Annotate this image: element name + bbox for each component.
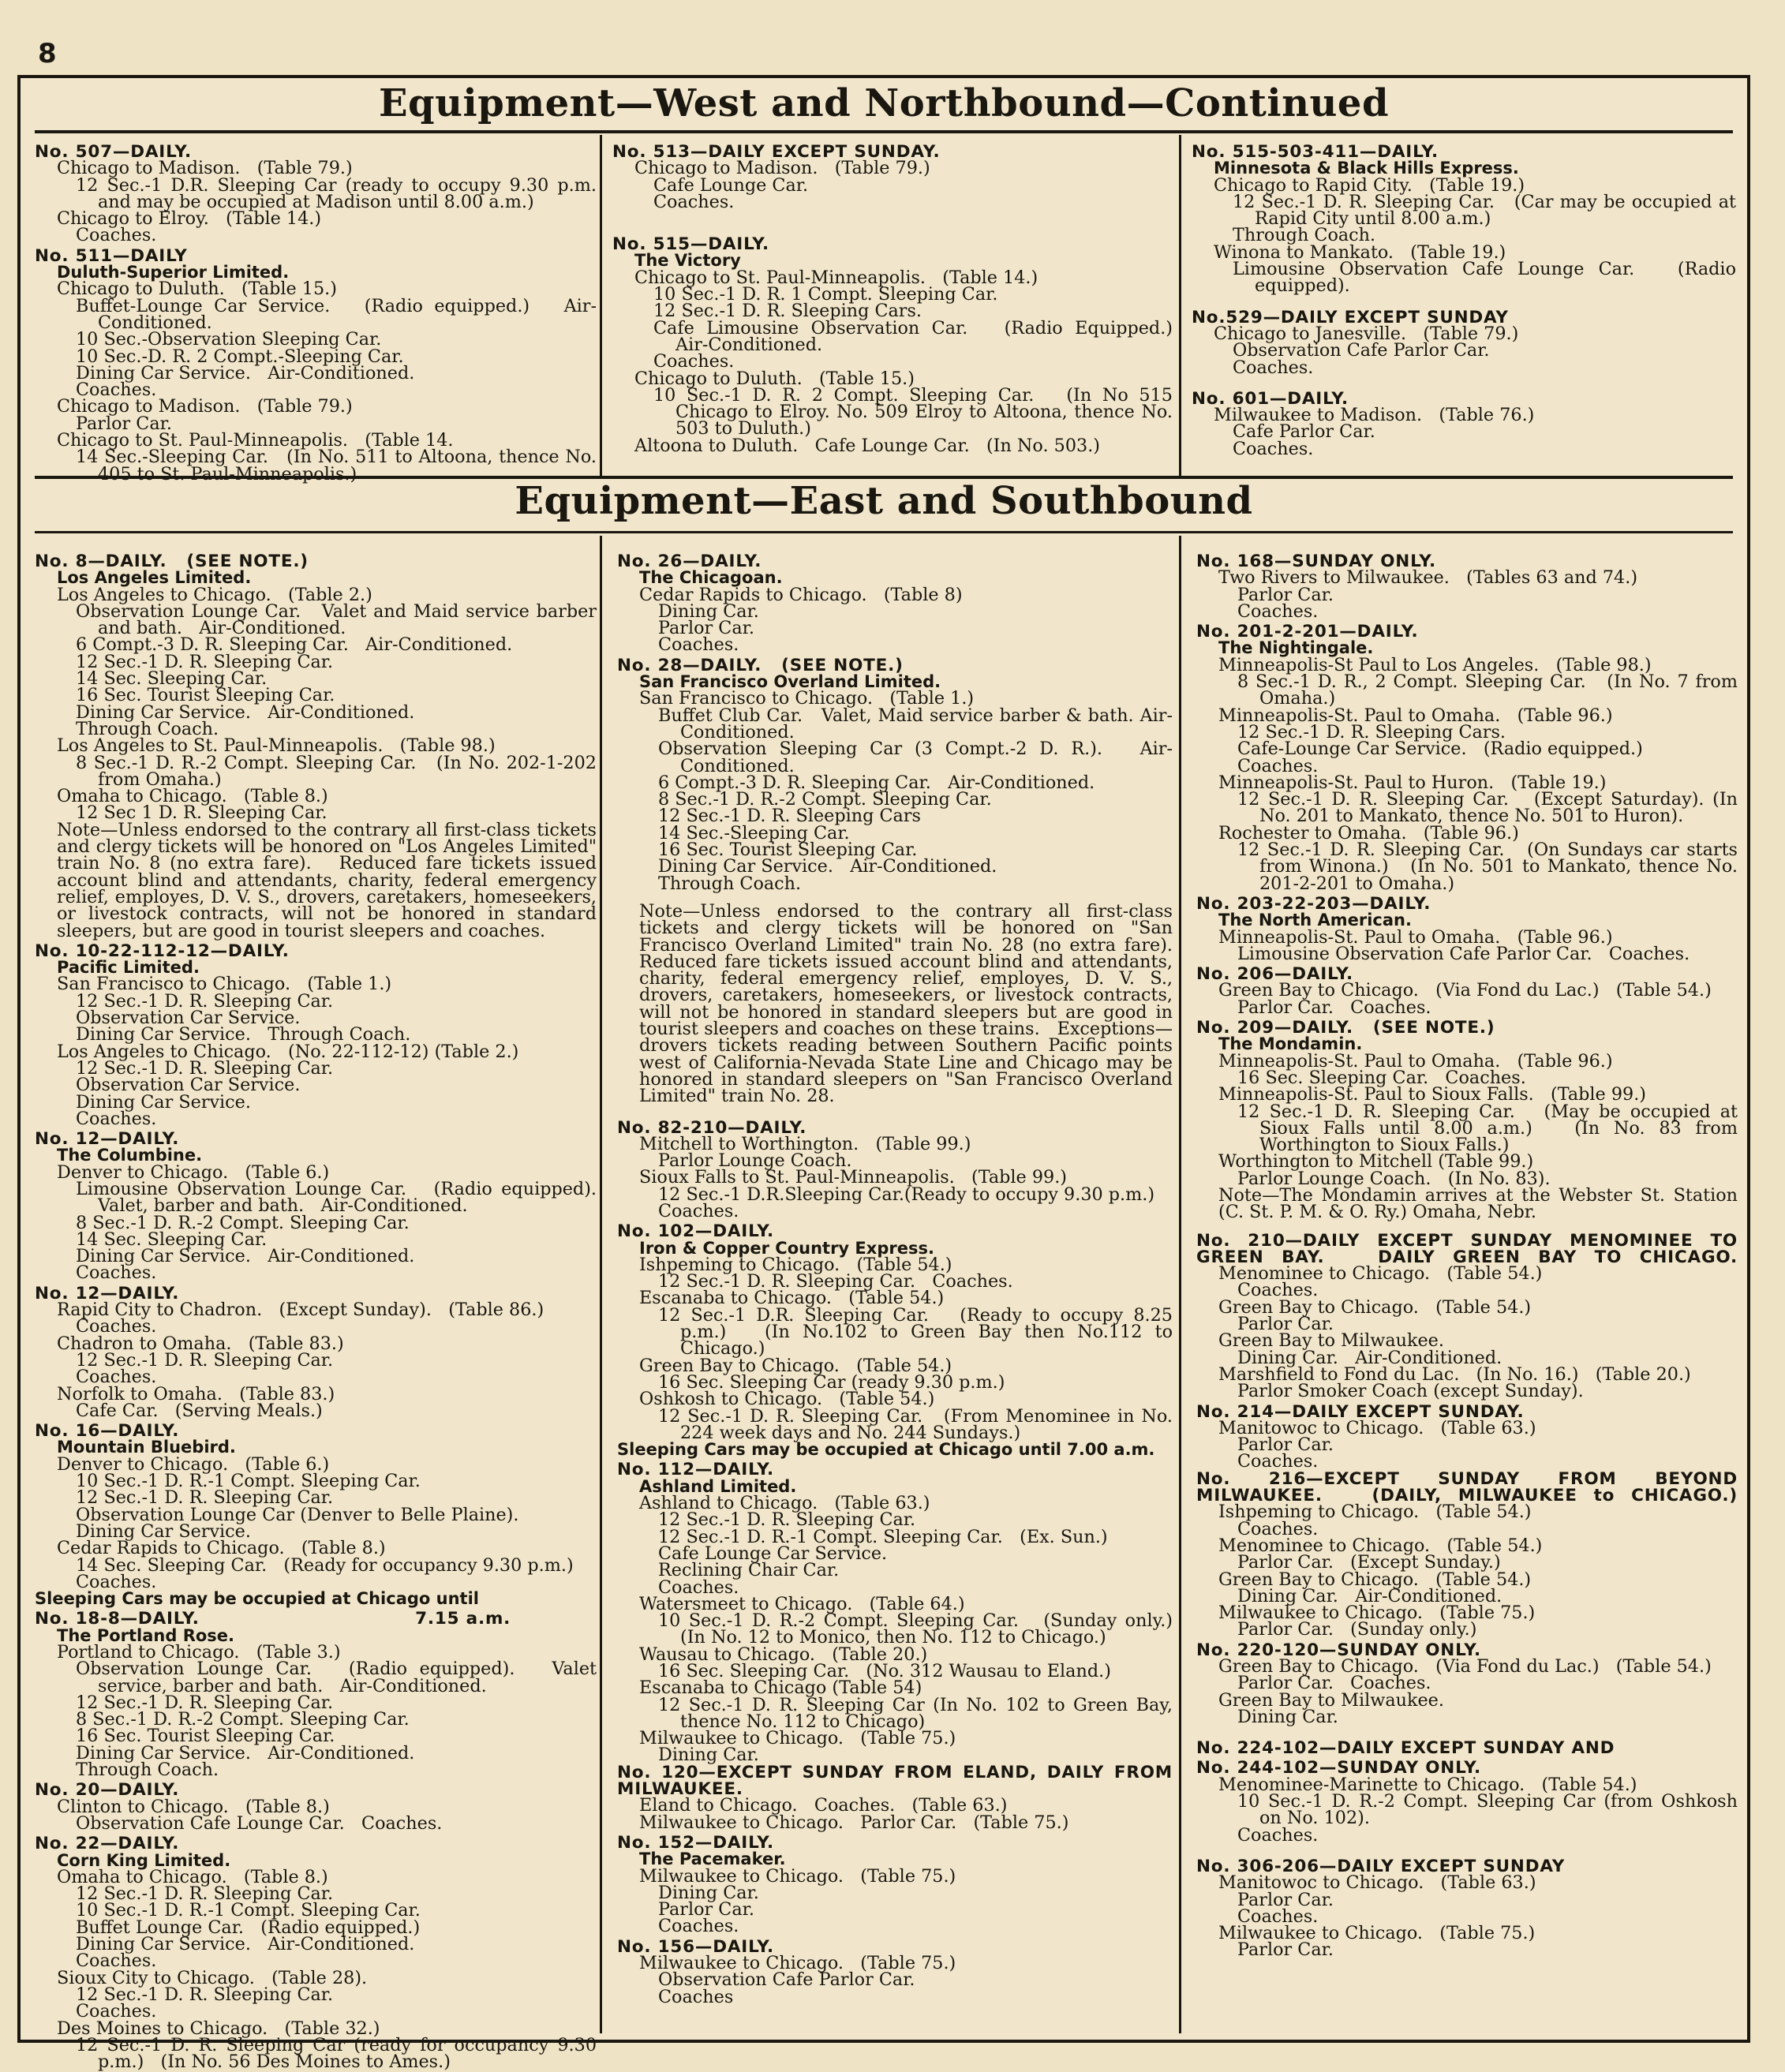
- spacer: [1196, 1844, 1738, 1855]
- equipment-line: 8 Sec.-1 D. R., 2 Compt. Sleeping Car. (In No. 7 from Omaha.): [1237, 671, 1744, 709]
- equipment-line: Coaches.: [1237, 1906, 1319, 1927]
- train-name: The Victory: [634, 251, 741, 271]
- equipment-line: Dining Car Service.: [76, 1520, 251, 1542]
- equipment-line: Limousine Observation Cafe Parlor Car. Coaches.: [1237, 943, 1690, 964]
- spacer: [612, 222, 1173, 233]
- equipment-line: 14 Sec.-Sleeping Car. (In No. 511 to Altoona, thence No. 405 to St. Paul-Minneapolis.): [76, 447, 603, 484]
- route-line: Sioux Falls to St. Paul-Minneapolis. (Table 99.): [639, 1167, 1067, 1188]
- train-number-heading: No. 203-22-203—DAILY.: [1196, 893, 1431, 914]
- equipment-line: Cafe Limousine Observation Car. (Radio Equipped.) Air-Conditioned.: [653, 317, 1190, 355]
- route-line: Chicago to Rapid City. (Table 19.): [1214, 174, 1525, 196]
- equipment-line: Buffet-Lounge Car Service. (Radio equipped.) Air-Conditioned.: [76, 295, 597, 333]
- equipment-line: 12 Sec 1 D. R. Sleeping Car.: [76, 802, 327, 824]
- route-line: Ashland to Chicago. (Table 63.): [639, 1493, 930, 1514]
- route-line: Portland to Chicago. (Table 3.): [57, 1642, 341, 1662]
- east-column-1: [35, 550, 603, 2072]
- equipment-line: Buffet Club Car. Valet, Maid service barber & bath. Air-Conditioned.: [658, 705, 1173, 742]
- train-number-heading: No. 82-210—DAILY.: [617, 1117, 807, 1138]
- equipment-line: Parlor Car.: [658, 618, 754, 639]
- route-line: Escanaba to Chicago. (Table 54.): [639, 1288, 945, 1309]
- route-line: Menominee-Marinette to Chicago. (Table 54.): [1218, 1774, 1637, 1795]
- train-number-heading: No. 26—DAILY.: [617, 552, 762, 571]
- equipment-line: Dining Car.: [658, 1745, 759, 1766]
- train-number-heading: No. 244-102—SUNDAY ONLY.: [1196, 1758, 1482, 1778]
- equipment-line: 12 Sec.-1 D. R. Sleeping Cars: [658, 806, 921, 827]
- route-line: Two Rivers to Milwaukee. (Tables 63 and 74.): [1218, 567, 1638, 589]
- west-column-1: [35, 140, 603, 484]
- route-line: Milwaukee to Chicago. (Table 75.): [1218, 1923, 1536, 1944]
- spacer: [612, 211, 1173, 222]
- route-line: Chicago to Elroy. (Table 14.): [57, 208, 322, 230]
- train-name: Corn King Limited.: [57, 1850, 231, 1870]
- equipment-line: 8 Sec.-1 D. R.-2 Compt. Sleeping Car.: [658, 789, 992, 810]
- equipment-line: Coaches.: [76, 1316, 157, 1337]
- equipment-line: Parlor Car. (Sunday only.): [1237, 1619, 1477, 1640]
- equipment-line: Parlor Car.: [1237, 1434, 1334, 1456]
- spacer: [1192, 376, 1736, 387]
- bold-notice: Sleeping Cars may be occupied at Chicago until: [35, 1589, 479, 1609]
- equipment-line: 12 Sec.-1 D. R. Sleeping Car. (From Menominee in No. 224 week days and No. 244 Sundays.): [658, 1405, 1179, 1443]
- train-number-heading: No. 513—DAILY EXCEPT SUNDAY.: [612, 142, 941, 162]
- equipment-line: Through Coach.: [1233, 225, 1376, 246]
- route-line: Mitchell to Worthington. (Table 99.): [639, 1133, 971, 1154]
- equipment-line: Dining Car Service. Air-Conditioned.: [76, 362, 415, 383]
- equipment-line: Dining Car Service. Air-Conditioned.: [658, 856, 997, 877]
- train-number-heading: No. 156—DAILY.: [617, 1936, 775, 1957]
- route-line: Marshfield to Fond du Lac. (In No. 16.) (Table 20.): [1218, 1363, 1691, 1385]
- route-line: Chicago to St. Paul-Minneapolis. (Table 14.: [57, 430, 454, 451]
- equipment-line: Parlor Lounge Coach.: [658, 1150, 852, 1172]
- route-line: Chadron to Omaha. (Table 83.): [57, 1333, 344, 1354]
- equipment-line: 14 Sec. Sleeping Car.: [76, 1229, 268, 1250]
- equipment-line: 16 Sec. Tourist Sleeping Car.: [658, 840, 918, 861]
- equipment-line: Parlor Car. (Except Sunday.): [1237, 1552, 1501, 1573]
- equipment-line: Parlor Car. Coaches.: [1237, 1673, 1431, 1694]
- equipment-line: 10 Sec.-1 D. R.-2 Compt. Sleeping Car (from Oshkosh on No. 102).: [1237, 1791, 1744, 1829]
- route-line: Green Bay to Chicago. (Via Fond du Lac.) (Table 54.): [1218, 1656, 1712, 1677]
- train-name: San Francisco Overland Limited.: [639, 672, 941, 692]
- equipment-line: Coaches.: [1237, 1451, 1319, 1472]
- equipment-line: Coaches.: [1237, 600, 1319, 622]
- train-number-heading: No. 210—DAILY EXCEPT SUNDAY MENOMINEE TO GREEN BAY. DAILY GREEN BAY TO CHICAGO.: [1196, 1230, 1745, 1267]
- equipment-line: Coaches.: [1237, 1824, 1319, 1846]
- train-name: The Chicagoan.: [639, 568, 783, 588]
- train-name: The Mondamin.: [1218, 1034, 1363, 1054]
- train-number-heading: No. 515—DAILY.: [612, 234, 770, 255]
- equipment-line: 14 Sec.-Sleeping Car.: [658, 822, 850, 843]
- route-line: Milwaukee to Chicago. Parlor Car. (Table 75.): [639, 1812, 1069, 1833]
- equipment-line: 8 Sec.-1 D. R.-2 Compt. Sleeping Car. (In No. 202-1-202 from Omaha.): [76, 752, 603, 790]
- train-number-heading: No. 209—DAILY. (SEE NOTE.): [1196, 1018, 1495, 1038]
- equipment-line: 10 Sec.-1 D. R. 2 Compt. Sleeping Car. (In No 515 Chicago to Elroy. No. 509 Elroy to Altoona, thence No. 503 to Duluth.): [653, 384, 1179, 439]
- route-line: San Francisco to Chicago. (Table 1.): [57, 974, 392, 995]
- route-line: Sioux City to Chicago. (Table 28).: [57, 1967, 368, 1988]
- route-line: Eland to Chicago. Coaches. (Table 63.): [639, 1795, 1008, 1816]
- equipment-line: 10 Sec.-1 D. R.-2 Compt. Sleeping Car. (Sunday only.) (In No. 12 to Monico, then No. 112 to Chicago.): [658, 1610, 1179, 1648]
- equipment-line: 6 Compt.-3 D. R. Sleeping Car. Air-Conditioned.: [76, 634, 513, 656]
- equipment-line: 12 Sec.-1 D. R. Sleeping Car.: [658, 1509, 916, 1531]
- equipment-line: Parlor Car. Coaches.: [1237, 997, 1431, 1018]
- route-line: Chicago to Madison. (Table 79.): [57, 396, 353, 417]
- route-line: Omaha to Chicago. (Table 8.): [57, 786, 328, 807]
- equipment-line: 12 Sec.-1 D. R. Sleeping Car.: [76, 1057, 334, 1079]
- equipment-line: 12 Sec.-1 D. R.-1 Compt. Sleeping Car. (Ex. Sun.): [658, 1526, 1108, 1547]
- route-line: Green Bay to Chicago. (Table 54.): [1218, 1569, 1532, 1590]
- train-number-heading: No. 28—DAILY. (SEE NOTE.): [617, 655, 904, 675]
- route-line: Minneapolis-St Paul to Los Angeles. (Table 98.): [1218, 654, 1652, 675]
- equipment-line: 16 Sec. Tourist Sleeping Car.: [76, 685, 335, 706]
- equipment-line: 12 Sec.-1 D. R. Sleeping Car.: [76, 1984, 334, 2005]
- rule-west-top: [35, 130, 1733, 133]
- train-name: Los Angeles Limited.: [57, 568, 252, 588]
- train-name: Minnesota & Black Hills Express.: [1214, 159, 1519, 178]
- note-paragraph: Note—Unless endorsed to the contrary all first-class tickets and clergy tickets will be honored on "Los Angeles Limited" train No. 8 (no extra fare). Reduced fare tickets issued account blind and attendants, charity, federal emergency relief, employes, D. V. S., drovers, caretakers, homeseekers, or livestock contracts, will not be honored in standard sleepers, but are good in tourist sleepers and coaches.: [57, 819, 603, 941]
- train-number-heading: No. 224-102—DAILY EXCEPT SUNDAY AND: [1196, 1738, 1615, 1759]
- equipment-line: Coaches.: [1237, 755, 1319, 776]
- train-number-heading: No. 20—DAILY.: [35, 1780, 180, 1801]
- note-paragraph: Note—The Mondamin arrives at the Webster St. Station (C. St. P. M. & O. Ry.) Omaha, Nebr.: [1218, 1184, 1744, 1223]
- train-name: Pacific Limited.: [57, 958, 200, 978]
- equipment-line: 16 Sec. Tourist Sleeping Car.: [76, 1726, 335, 1747]
- equipment-line: 8 Sec.-1 D. R.-2 Compt. Sleeping Car.: [76, 1212, 410, 1233]
- spacer: [617, 1105, 1173, 1116]
- route-line: Worthington to Mitchell (Table 99.): [1218, 1151, 1534, 1173]
- route-line: Chicago to St. Paul-Minneapolis. (Table 14.): [634, 267, 1038, 288]
- equipment-line: Coaches.: [76, 1367, 157, 1388]
- equipment-line: Dining Car Service. Air-Conditioned.: [76, 1246, 415, 1267]
- train-name: The Columbine.: [57, 1146, 203, 1165]
- train-name: Iron & Copper Country Express.: [639, 1238, 934, 1258]
- equipment-line: Cafe Car. (Serving Meals.): [76, 1400, 323, 1421]
- train-number-heading: No. 152—DAILY.: [617, 1832, 775, 1853]
- west-column-2: [612, 140, 1190, 476]
- train-number-heading: No. 306-206—DAILY EXCEPT SUNDAY: [1196, 1856, 1566, 1876]
- train-number-heading: No. 601—DAILY.: [1192, 388, 1349, 409]
- route-line: Des Moines to Chicago. (Table 32.): [57, 2018, 380, 2039]
- equipment-line: Parlor Car.: [1237, 1939, 1334, 1961]
- equipment-line: Through Coach.: [76, 1760, 219, 1781]
- column-divider: [1179, 135, 1181, 476]
- equipment-line: Observation Sleeping Car (3 Compt.-2 D. R.). Air-Conditioned.: [658, 739, 1173, 776]
- train-number-heading: No. 168—SUNDAY ONLY.: [1196, 552, 1437, 571]
- west-column-3: [1192, 140, 1742, 476]
- route-line: Menominee to Chicago. (Table 54.): [1218, 1535, 1543, 1556]
- train-number-heading: No. 507—DAILY.: [35, 142, 193, 162]
- equipment-line: 6 Compt.-3 D. R. Sleeping Car. Air-Conditioned.: [658, 772, 1095, 793]
- equipment-line: Parlor Car.: [1237, 1889, 1334, 1910]
- route-line: Watersmeet to Chicago. (Table 64.): [639, 1593, 965, 1614]
- equipment-line: 12 Sec.-1 D. R. Sleeping Car.: [76, 990, 334, 1012]
- train-name: The Pacemaker.: [639, 1849, 786, 1869]
- equipment-line: Coaches.: [1237, 1518, 1319, 1539]
- route-line: Cedar Rapids to Chicago. (Table 8): [639, 584, 963, 605]
- route-line: Los Angeles to Chicago. (No. 22-112-12) (Table 2.): [57, 1041, 519, 1062]
- train-number-heading: No. 120—EXCEPT SUNDAY FROM ELAND, DAILY FROM MILWAUKEE.: [617, 1762, 1180, 1800]
- train-number-heading: No.529—DAILY EXCEPT SUNDAY: [1192, 307, 1509, 327]
- equipment-line: Coaches.: [653, 191, 735, 212]
- spacer: [1192, 295, 1736, 306]
- equipment-line: Coaches.: [76, 1950, 157, 1972]
- equipment-line: Cafe Lounge Car Service.: [658, 1543, 888, 1564]
- train-number-heading: No. 102—DAILY.: [617, 1221, 775, 1242]
- equipment-line: 14 Sec. Sleeping Car. (Ready for occupancy 9.30 p.m.): [76, 1554, 574, 1576]
- equipment-line: Coaches.: [1237, 1280, 1319, 1301]
- equipment-line: Parlor Smoker Coach (except Sunday).: [1237, 1381, 1584, 1402]
- route-line: Clinton to Chicago. (Table 8.): [57, 1796, 330, 1817]
- route-line: Chicago to Duluth. (Table 15.): [57, 279, 337, 300]
- route-line: Chicago to Madison. (Table 79.): [57, 158, 353, 179]
- equipment-line: Coaches.: [658, 634, 739, 656]
- equipment-line: 12 Sec.-1 D. R. Sleeping Car.: [76, 1349, 334, 1371]
- column-divider: [1179, 536, 1181, 2033]
- train-number-heading: No. 112—DAILY.: [617, 1460, 775, 1480]
- equipment-line: Dining Car Service. Air-Conditioned.: [76, 1742, 415, 1763]
- train-number-heading: No. 18-8—DAILY. 7.15 a.m.: [35, 1609, 511, 1629]
- route-line: Manitowoc to Chicago. (Table 63.): [1218, 1417, 1536, 1438]
- equipment-line: 16 Sec. Sleeping Car (ready 9.30 p.m.): [658, 1371, 1005, 1393]
- equipment-line: 12 Sec.-1 D. R. Sleeping Car.: [76, 1487, 334, 1509]
- equipment-line: Observation Cafe Lounge Car. Coaches.: [76, 1812, 443, 1834]
- equipment-line: 12 Sec.-1 D. R. Sleeping Car (In No. 102 to Green Bay, thence No. 112 to Chicago): [658, 1694, 1179, 1732]
- equipment-line: 12 Sec.-1 D. R. Sleeping Cars.: [653, 301, 922, 322]
- train-number-heading: No. 12—DAILY.: [35, 1283, 180, 1303]
- equipment-line: Dining Car. Air-Conditioned.: [1237, 1585, 1502, 1606]
- route-line: Milwaukee to Chicago. (Table 75.): [639, 1953, 956, 1974]
- equipment-line: Limousine Observation Lounge Car. (Radio equipped). Valet, barber and bath. Air-Conditioned.: [76, 1178, 603, 1217]
- route-line: Manitowoc to Chicago. (Table 63.): [1218, 1872, 1536, 1894]
- equipment-line: Coaches.: [76, 225, 157, 246]
- route-line: Los Angeles to St. Paul-Minneapolis. (Table 98.): [57, 735, 496, 757]
- equipment-line: Limousine Observation Cafe Lounge Car. (Radio equipped).: [1233, 259, 1742, 297]
- route-line: Cedar Rapids to Chicago. (Table 8.): [57, 1538, 386, 1559]
- equipment-line: Coaches.: [658, 1916, 739, 1937]
- train-number-heading: No. 214—DAILY EXCEPT SUNDAY.: [1196, 1401, 1525, 1422]
- equipment-line: Through Coach.: [658, 873, 802, 894]
- route-line: Chicago to Duluth. (Table 15.): [634, 368, 915, 389]
- equipment-line: 10 Sec.-Observation Sleeping Car.: [76, 329, 382, 350]
- equipment-line: Observation Car Service.: [76, 1075, 301, 1096]
- equipment-line: Coaches.: [76, 380, 157, 401]
- route-line: Minneapolis-St. Paul to Huron. (Table 19.): [1218, 772, 1607, 793]
- equipment-line: Buffet Lounge Car. (Radio equipped.): [76, 1917, 421, 1938]
- equipment-line: Coaches: [658, 1986, 734, 2007]
- route-line: Chicago to Janesville. (Table 79.): [1214, 323, 1519, 344]
- train-name: Mountain Bluebird.: [57, 1438, 236, 1457]
- equipment-line: 12 Sec.-1 D. R. Sleeping Car.: [76, 1692, 334, 1713]
- equipment-line: 12 Sec.-1 D. R. Sleeping Car. (May be occupied at Sioux Falls until 8.00 a.m.) (In No. 83 from Worthington to Sioux Falls.): [1237, 1101, 1744, 1156]
- equipment-line: 10 Sec.-D. R. 2 Compt.-Sleeping Car.: [76, 346, 404, 367]
- equipment-line: 8 Sec.-1 D. R.-2 Compt. Sleeping Car.: [76, 1709, 410, 1730]
- rule-east-bottom: [35, 531, 1733, 533]
- train-number-heading: No. 12—DAILY.: [35, 1129, 180, 1150]
- section-title-east: Equipment—East and Southbound: [515, 479, 1253, 523]
- train-name: The Nightingale.: [1218, 638, 1374, 658]
- equipment-line: Observation Lounge Car. (Radio equipped). Valet service, barber and bath. Air-Conditioned.: [76, 1659, 603, 1696]
- equipment-line: Dining Car Service.: [76, 1091, 251, 1113]
- equipment-line: Reclining Chair Car.: [658, 1560, 840, 1581]
- equipment-line: 12 Sec.-1 D. R. Sleeping Car.: [76, 1883, 334, 1905]
- equipment-line: 12 Sec.-1 D.R. Sleeping Car (ready to occupy 9.30 p.m. and may be occupied at Madison until 8.00 a.m.): [76, 174, 603, 212]
- equipment-line: Observation Cafe Parlor Car.: [1233, 340, 1490, 361]
- equipment-line: 10 Sec.-1 D. R. 1 Compt. Sleeping Car.: [653, 284, 998, 305]
- equipment-line: Coaches.: [1233, 438, 1314, 459]
- train-number-heading: No. 220-120—SUNDAY ONLY.: [1196, 1640, 1482, 1660]
- equipment-line: Coaches.: [658, 1576, 739, 1598]
- train-number-heading: No. 515-503-411—DAILY.: [1192, 142, 1439, 162]
- route-line: Green Bay to Chicago. (Table 54.): [639, 1355, 952, 1376]
- route-line: Green Bay to Milwaukee.: [1218, 1689, 1444, 1711]
- route-line: Minneapolis-St. Paul to Omaha. (Table 96.): [1218, 705, 1613, 726]
- equipment-line: Dining Car.: [658, 1882, 759, 1903]
- equipment-line: Observation Cafe Parlor Car.: [658, 1969, 915, 1991]
- train-number-heading: No. 16—DAILY.: [35, 1421, 180, 1442]
- east-column-2: [617, 550, 1190, 2033]
- equipment-line: Dining Car. Air-Conditioned.: [1237, 1347, 1502, 1368]
- route-line: Minneapolis-St. Paul to Omaha. (Table 96.): [1218, 1050, 1613, 1072]
- equipment-line: Coaches.: [76, 1571, 157, 1592]
- route-line: Milwaukee to Chicago. (Table 75.): [639, 1728, 956, 1749]
- route-line: Norfolk to Omaha. (Table 83.): [57, 1383, 335, 1404]
- equipment-line: Parlor Car.: [658, 1899, 754, 1921]
- route-line: Oshkosh to Chicago. (Table 54.): [639, 1389, 935, 1410]
- equipment-line: Dining Car Service. Air-Conditioned.: [76, 701, 415, 723]
- equipment-line: 12 Sec.-1 D. R. Sleeping Car. (On Sundays car starts from Winona.) (In No. 501 to Mankato, thence No. 201-2-201 to Omaha.): [1237, 840, 1744, 894]
- spacer: [1196, 1726, 1738, 1737]
- equipment-line: Dining Car Service. Through Coach.: [76, 1024, 411, 1045]
- route-line: Green Bay to Milwaukee.: [1218, 1330, 1444, 1352]
- equipment-line: Observation Lounge Car (Denver to Belle Plaine).: [76, 1504, 519, 1525]
- equipment-line: Parlor Car.: [1237, 584, 1334, 605]
- route-line: Denver to Chicago. (Table 6.): [57, 1453, 330, 1475]
- equipment-line: Observation Car Service.: [76, 1008, 301, 1029]
- equipment-line: 16 Sec. Sleeping Car. Coaches.: [1237, 1067, 1526, 1088]
- route-line: Chicago to Madison. (Table 79.): [634, 158, 930, 179]
- equipment-line: Parlor Car.: [76, 413, 172, 434]
- equipment-line: 12 Sec.-1 D. R. Sleeping Car. (Except Saturday). (In No. 201 to Mankato, thence No. 501 to Huron).: [1237, 789, 1744, 827]
- train-name: The North American.: [1218, 911, 1412, 930]
- equipment-line: 12 Sec.-1 D. R. Sleeping Car. (Car may be occupied at Rapid City until 8.00 a.m.): [1233, 191, 1742, 230]
- equipment-line: Coaches.: [658, 1200, 739, 1221]
- train-name: Ashland Limited.: [639, 1476, 797, 1496]
- train-number-heading: No. 511—DAILY: [35, 245, 188, 266]
- equipment-line: Cafe Lounge Car.: [653, 174, 809, 196]
- equipment-line: Through Coach.: [76, 718, 219, 739]
- route-line: Minneapolis-St. Paul to Omaha. (Table 96.): [1218, 926, 1613, 948]
- route-line: Winona to Mankato. (Table 19.): [1214, 241, 1506, 263]
- route-line: Green Bay to Chicago. (Table 54.): [1218, 1296, 1532, 1318]
- timetable-frame: [17, 75, 1750, 2072]
- equipment-line: 10 Sec.-1 D. R.-1 Compt. Sleeping Car.: [76, 1471, 421, 1492]
- train-number-heading: No. 8—DAILY. (SEE NOTE.): [35, 552, 309, 571]
- equipment-line: Observation Lounge Car. Valet and Maid service barber and bath. Air-Conditioned.: [76, 600, 603, 639]
- equipment-line: Coaches.: [1233, 357, 1314, 378]
- equipment-line: Parlor Lounge Coach. (In No. 83).: [1237, 1168, 1551, 1189]
- train-number-heading: No. 22—DAILY.: [35, 1834, 180, 1854]
- train-number-heading: No. 206—DAILY.: [1196, 964, 1354, 985]
- equipment-line: 12 Sec.-1 D. R. Sleeping Car.: [76, 651, 334, 672]
- equipment-line: Dining Car.: [658, 600, 759, 622]
- equipment-line: 12 Sec.-1 D.R. Sleeping Car. (Ready to occupy 8.25 p.m.) (In No.102 to Green Bay then No.112 to Chicago.): [658, 1304, 1179, 1360]
- route-line: San Francisco to Chicago. (Table 1.): [639, 688, 975, 709]
- equipment-line: Cafe-Lounge Car Service. (Radio equipped.): [1237, 739, 1643, 760]
- train-name: The Portland Rose.: [57, 1625, 235, 1645]
- equipment-line: 12 Sec.-1 D. R. Sleeping Car (ready for occupancy 9.30 p.m.) (In No. 56 Des Moines to Ames.): [76, 2034, 603, 2072]
- route-line: Wausau to Chicago. (Table 20.): [639, 1644, 928, 1665]
- route-line: Escanaba to Chicago (Table 54): [639, 1677, 922, 1699]
- route-line: Los Angeles to Chicago. (Table 2.): [57, 584, 372, 605]
- equipment-line: Dining Car.: [1237, 1706, 1338, 1727]
- route-line: Green Bay to Chicago. (Via Fond du Lac.) (Table 54.): [1218, 980, 1712, 1001]
- equipment-line: 12 Sec.-1 D.R.Sleeping Car.(Ready to occupy 9.30 p.m.): [658, 1184, 1155, 1205]
- equipment-line: 14 Sec. Sleeping Car.: [76, 668, 268, 690]
- equipment-line: Dining Car Service. Air-Conditioned.: [76, 1934, 415, 1955]
- equipment-line: 12 Sec.-1 D. R. Sleeping Car. Coaches.: [658, 1271, 1013, 1292]
- route-line: Denver to Chicago. (Table 6.): [57, 1161, 330, 1183]
- note-paragraph: Note—Unless endorsed to the contrary all first-class tickets and clergy tickets will be honored on "San Francisco Overland Limited" train No. 28 (no extra fare). Reduced fare tickets issued account blind and attendants, charity, federal emergency relief, employes, D. V. S., drovers, caretakers, homeseekers, or livestock contracts, will not be honored in standard sleepers but are good in tourist sleepers and coaches on these trains. Exceptions—drovers tickets reading between Southern Pacific points west of California-Nevada State Line and Chicago may be honored in standard sleepers on "San Francisco Overland Limited" train No. 28.: [639, 900, 1190, 1107]
- route-line: Altoona to Duluth. Cafe Lounge Car. (In No. 503.): [634, 435, 1100, 456]
- train-number-heading: No. 216—EXCEPT SUNDAY FROM BEYOND MILWAUKEE. (DAILY, MILWAUKEE to CHICAGO.): [1196, 1468, 1745, 1506]
- route-line: Minneapolis-St. Paul to Sioux Falls. (Table 99.): [1218, 1084, 1646, 1105]
- equipment-line: 12 Sec.-1 D. R. Sleeping Cars.: [1237, 721, 1506, 742]
- bold-notice: Sleeping Cars may be occupied at Chicago until 7.00 a.m.: [617, 1440, 1155, 1460]
- east-column-3: [1196, 550, 1745, 2033]
- equipment-line: Coaches.: [76, 2001, 157, 2022]
- route-line: Milwaukee to Madison. (Table 76.): [1214, 405, 1535, 426]
- route-line: Rochester to Omaha. (Table 96.): [1218, 822, 1519, 843]
- train-number-heading: No. 201-2-201—DAILY.: [1196, 622, 1419, 642]
- route-line: Milwaukee to Chicago. (Table 75.): [639, 1865, 956, 1887]
- equipment-line: Cafe Parlor Car.: [1233, 421, 1375, 443]
- route-line: Ishpeming to Chicago. (Table 54.): [639, 1254, 952, 1275]
- equipment-line: Parlor Car.: [1237, 1314, 1334, 1335]
- route-line: Rapid City to Chadron. (Except Sunday). (Table 86.): [57, 1300, 544, 1321]
- page-number: 8: [38, 38, 57, 69]
- equipment-line: 10 Sec.-1 D. R.-1 Compt. Sleeping Car.: [76, 1900, 421, 1921]
- route-line: Ishpeming to Chicago. (Table 54.): [1218, 1502, 1532, 1523]
- equipment-line: Coaches.: [653, 351, 735, 372]
- equipment-line: 16 Sec. Sleeping Car. (No. 312 Wausau to Eland.): [658, 1661, 1111, 1681]
- route-line: Omaha to Chicago. (Table 8.): [57, 1866, 328, 1887]
- train-number-heading: No. 10-22-112-12—DAILY.: [35, 941, 290, 961]
- train-name: Duluth-Superior Limited.: [57, 263, 290, 282]
- route-line: Milwaukee to Chicago. (Table 75.): [1218, 1603, 1536, 1624]
- equipment-line: Coaches.: [76, 1262, 157, 1284]
- equipment-line: Coaches.: [76, 1108, 157, 1129]
- route-line: Menominee to Chicago. (Table 54.): [1218, 1263, 1543, 1285]
- section-title-west: Equipment—West and Northbound—Continued: [378, 81, 1390, 125]
